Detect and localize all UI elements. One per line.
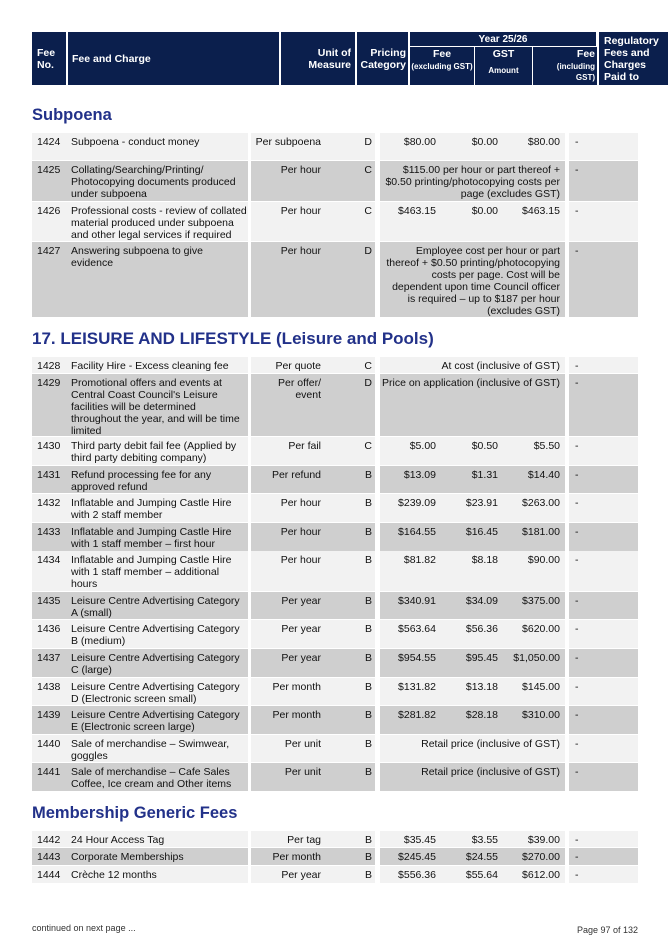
fee-number: 1435	[37, 595, 61, 607]
fee-number: 1438	[37, 681, 61, 693]
gst-amount: $1.31	[471, 469, 498, 481]
gst-amount: $95.45	[465, 652, 498, 664]
pricing-category: D	[364, 377, 372, 389]
fee-number: 1430	[37, 440, 61, 452]
unit-of-measure: Per quote	[275, 360, 321, 372]
section-title: Subpoena	[32, 106, 112, 124]
fee-span-text: At cost (inclusive of GST)	[441, 360, 560, 372]
fee-excl-gst: $954.55	[398, 652, 436, 664]
fee-description: Corporate Memberships	[71, 851, 184, 863]
unit-of-measure: Per tag	[287, 834, 321, 846]
pricing-category: B	[364, 469, 372, 481]
header-unit-of-measure: Unit of Measure	[281, 32, 355, 85]
unit-of-measure: Per refund	[271, 469, 321, 481]
gst-amount: $0.00	[471, 136, 498, 148]
table-row	[32, 133, 638, 160]
fee-number: 1431	[37, 469, 61, 481]
fee-description: Inflatable and Jumping Castle Hire with 1 staff member – additional hours	[71, 554, 232, 590]
gst-amount: $55.64	[465, 869, 498, 881]
gst-amount: $23.91	[465, 497, 498, 509]
section-title: Membership Generic Fees	[32, 804, 238, 822]
unit-of-measure: Per year	[281, 623, 321, 635]
regulatory-paid-to: -	[575, 136, 579, 148]
pricing-category: B	[364, 738, 372, 750]
fee-excl-gst: $245.45	[398, 851, 436, 863]
regulatory-paid-to: -	[575, 851, 579, 863]
pricing-category: B	[364, 869, 372, 881]
regulatory-paid-to: -	[575, 681, 579, 693]
header-fee-excl-sub: (excluding GST)	[411, 62, 473, 71]
gst-amount: $0.50	[471, 440, 498, 452]
fee-description: Professional costs - review of collated material produced under subpoena and other legal services if required	[71, 205, 247, 241]
pricing-category: B	[364, 851, 372, 863]
header-fee-incl-title: Fee	[576, 48, 595, 60]
regulatory-paid-to: -	[575, 377, 579, 389]
fee-incl-gst: $1,050.00	[513, 652, 560, 664]
header-year: Year 25/26	[410, 32, 596, 46]
regulatory-paid-to: -	[575, 709, 579, 721]
fee-number: 1442	[37, 834, 61, 846]
fee-description: Collating/Searching/Printing/ Photocopying documents produced under subpoena	[71, 164, 236, 200]
regulatory-paid-to: -	[575, 469, 579, 481]
unit-of-measure: Per hour	[280, 497, 321, 509]
header-fee-excl	[410, 47, 474, 85]
table-row	[32, 866, 638, 883]
unit-of-measure: Per month	[272, 681, 321, 693]
pricing-category: B	[364, 623, 372, 635]
gst-amount: $3.55	[471, 834, 498, 846]
fee-number: 1425	[37, 164, 61, 176]
fee-excl-gst: $340.91	[398, 595, 436, 607]
gst-amount: $16.45	[465, 526, 498, 538]
unit-of-measure: Per offer/ event	[278, 377, 321, 401]
fee-span-text: Price on application (inclusive of GST)	[382, 377, 560, 389]
fee-incl-gst: $39.00	[527, 834, 560, 846]
regulatory-paid-to: -	[575, 205, 579, 217]
fee-description: Third party debit fail fee (Applied by third party debiting company)	[71, 440, 237, 464]
unit-of-measure: Per hour	[280, 164, 321, 176]
fee-description: Leisure Centre Advertising Category B (medium)	[71, 623, 240, 647]
table-row	[32, 242, 638, 317]
pricing-category: B	[364, 595, 372, 607]
header-fee-no: Fee No.	[32, 32, 66, 85]
regulatory-paid-to: -	[575, 623, 579, 635]
table-row	[32, 831, 638, 847]
fee-span-text: Retail price (inclusive of GST)	[421, 766, 560, 778]
table-header	[32, 32, 659, 85]
fee-incl-gst: $90.00	[527, 554, 560, 566]
fee-description: Refund processing fee for any approved refund	[71, 469, 212, 493]
fee-incl-gst: $145.00	[522, 681, 560, 693]
fee-excl-gst: $281.82	[398, 709, 436, 721]
fee-description: 24 Hour Access Tag	[71, 834, 165, 846]
section-title: 17. LEISURE AND LIFESTYLE (Leisure and Pools)	[32, 329, 434, 348]
regulatory-paid-to: -	[575, 652, 579, 664]
fee-excl-gst: $5.00	[409, 440, 436, 452]
page-number: Page 97 of 132	[576, 925, 638, 935]
header-gst-title: GST	[492, 48, 515, 60]
fee-description: Leisure Centre Advertising Category D (Electronic screen small)	[71, 681, 240, 705]
unit-of-measure: Per unit	[284, 766, 321, 778]
table-row	[32, 649, 638, 677]
fee-number: 1439	[37, 709, 61, 721]
fee-number: 1424	[37, 136, 61, 148]
unit-of-measure: Per hour	[280, 526, 321, 538]
regulatory-paid-to: -	[575, 766, 579, 778]
header-fee-excl-title: Fee	[432, 48, 452, 60]
fee-number: 1443	[37, 851, 61, 863]
regulatory-paid-to: -	[575, 526, 579, 538]
regulatory-paid-to: -	[575, 164, 579, 176]
table-row	[32, 374, 638, 436]
unit-of-measure: Per hour	[280, 554, 321, 566]
gst-amount: $28.18	[465, 709, 498, 721]
fee-description: Crèche 12 months	[71, 869, 157, 881]
fee-incl-gst: $375.00	[522, 595, 560, 607]
fee-number: 1429	[37, 377, 61, 389]
fee-excl-gst: $131.82	[398, 681, 436, 693]
header-pricing-category: Pricing Category	[357, 32, 408, 85]
fee-incl-gst: $620.00	[522, 623, 560, 635]
fee-excl-gst: $81.82	[403, 554, 436, 566]
unit-of-measure: Per year	[281, 869, 321, 881]
header-fee-incl-sub: (including GST)	[556, 62, 595, 82]
table-row	[32, 437, 638, 465]
fee-number: 1444	[37, 869, 61, 881]
fee-incl-gst: $80.00	[527, 136, 560, 148]
fee-span-text: Employee cost per hour or part thereof + $0.50 printing/photocopying costs per page. Cost will be dependent upon time Council officer is required – up to $187 per hour (excludes GST)	[386, 245, 560, 317]
fee-incl-gst: $612.00	[522, 869, 560, 881]
fee-number: 1441	[37, 766, 61, 778]
fee-description: Leisure Centre Advertising Category C (large)	[71, 652, 240, 676]
regulatory-paid-to: -	[575, 595, 579, 607]
fee-number: 1436	[37, 623, 61, 635]
fee-number: 1440	[37, 738, 61, 750]
table-row	[32, 706, 638, 734]
pricing-category: B	[364, 766, 372, 778]
regulatory-paid-to: -	[575, 245, 579, 257]
unit-of-measure: Per year	[281, 652, 321, 664]
fee-excl-gst: $35.45	[403, 834, 436, 846]
fee-number: 1426	[37, 205, 61, 217]
header-regulatory: Regulatory Fees and Charges Paid to	[599, 32, 668, 85]
fee-description: Inflatable and Jumping Castle Hire with 1 staff member – first hour	[71, 526, 232, 550]
fee-number: 1428	[37, 360, 61, 372]
fee-number: 1432	[37, 497, 61, 509]
fee-number: 1433	[37, 526, 61, 538]
fee-span-text: $115.00 per hour or part thereof + $0.50 printing/photocopying costs per page (excludes GST)	[385, 164, 560, 200]
fee-description: Sale of merchandise – Swimwear, goggles	[71, 738, 230, 762]
table-row	[32, 357, 638, 373]
unit-of-measure: Per year	[281, 595, 321, 607]
pricing-category: C	[364, 205, 372, 217]
pricing-category: D	[364, 245, 372, 257]
fee-description: Leisure Centre Advertising Category E (Electronic screen large)	[71, 709, 240, 733]
unit-of-measure: Per subpoena	[255, 136, 321, 148]
gst-amount: $24.55	[465, 851, 498, 863]
fee-incl-gst: $181.00	[522, 526, 560, 538]
fee-excl-gst: $563.64	[398, 623, 436, 635]
pricing-category: D	[364, 136, 372, 148]
fee-excl-gst: $463.15	[398, 205, 436, 217]
header-fee-and-charge: Fee and Charge	[68, 32, 279, 85]
pricing-category: B	[364, 834, 372, 846]
fee-description: Subpoena - conduct money	[71, 136, 200, 148]
regulatory-paid-to: -	[575, 834, 579, 846]
table-row	[32, 523, 638, 551]
fee-incl-gst: $270.00	[522, 851, 560, 863]
fee-span-text: Retail price (inclusive of GST)	[421, 738, 560, 750]
fee-incl-gst: $263.00	[522, 497, 560, 509]
fee-excl-gst: $164.55	[398, 526, 436, 538]
pricing-category: C	[364, 440, 372, 452]
regulatory-paid-to: -	[575, 360, 579, 372]
table-row	[32, 620, 638, 648]
fee-description: Sale of merchandise – Cafe Sales Coffee, Ice cream and Other items	[71, 766, 232, 790]
table-row	[32, 494, 638, 522]
fee-description: Promotional offers and events at Central Coast Council's Leisure facilities will be determined throughout the year, and will be time limited	[71, 377, 240, 437]
table-row	[32, 848, 638, 865]
fee-number: 1437	[37, 652, 61, 664]
pricing-category: B	[364, 554, 372, 566]
pricing-category: B	[364, 497, 372, 509]
gst-amount: $34.09	[465, 595, 498, 607]
unit-of-measure: Per hour	[280, 245, 321, 257]
unit-of-measure: Per month	[272, 709, 321, 721]
fee-incl-gst: $463.15	[522, 205, 560, 217]
table-row	[32, 551, 638, 591]
table-row	[32, 678, 638, 705]
header-gst	[475, 47, 532, 85]
unit-of-measure: Per fail	[288, 440, 321, 452]
gst-amount: $56.36	[465, 623, 498, 635]
unit-of-measure: Per month	[272, 851, 321, 863]
pricing-category: B	[364, 681, 372, 693]
fee-description: Inflatable and Jumping Castle Hire with 2 staff member	[71, 497, 232, 521]
regulatory-paid-to: -	[575, 738, 579, 750]
unit-of-measure: Per unit	[284, 738, 321, 750]
fee-number: 1427	[37, 245, 61, 257]
fee-excl-gst: $556.36	[398, 869, 436, 881]
pricing-category: C	[364, 164, 372, 176]
fee-incl-gst: $310.00	[522, 709, 560, 721]
fee-incl-gst: $5.50	[533, 440, 560, 452]
header-gst-sub: Amount	[488, 66, 519, 75]
fee-incl-gst: $14.40	[527, 469, 560, 481]
regulatory-paid-to: -	[575, 554, 579, 566]
unit-of-measure: Per hour	[280, 205, 321, 217]
pricing-category: C	[364, 360, 372, 372]
regulatory-paid-to: -	[575, 440, 579, 452]
fee-excl-gst: $239.09	[398, 497, 436, 509]
header-fee-incl	[533, 47, 597, 85]
fee-description: Answering subpoena to give evidence	[71, 245, 203, 269]
table-row	[32, 592, 638, 619]
fee-number: 1434	[37, 554, 61, 566]
gst-amount: $8.18	[471, 554, 498, 566]
table-row	[32, 735, 638, 762]
gst-amount: $0.00	[471, 205, 498, 217]
fee-excl-gst: $80.00	[403, 136, 436, 148]
pricing-category: B	[364, 652, 372, 664]
fee-description: Facility Hire - Excess cleaning fee	[71, 360, 229, 372]
table-row	[32, 202, 638, 241]
pricing-category: B	[364, 526, 372, 538]
table-row	[32, 466, 638, 493]
table-row	[32, 763, 638, 791]
fee-description: Leisure Centre Advertising Category A (small)	[71, 595, 240, 619]
table-row	[32, 161, 638, 201]
gst-amount: $13.18	[465, 681, 498, 693]
regulatory-paid-to: -	[575, 869, 579, 881]
regulatory-paid-to: -	[575, 497, 579, 509]
continued-note: continued on next page ...	[32, 923, 136, 933]
pricing-category: B	[364, 709, 372, 721]
fee-excl-gst: $13.09	[403, 469, 436, 481]
